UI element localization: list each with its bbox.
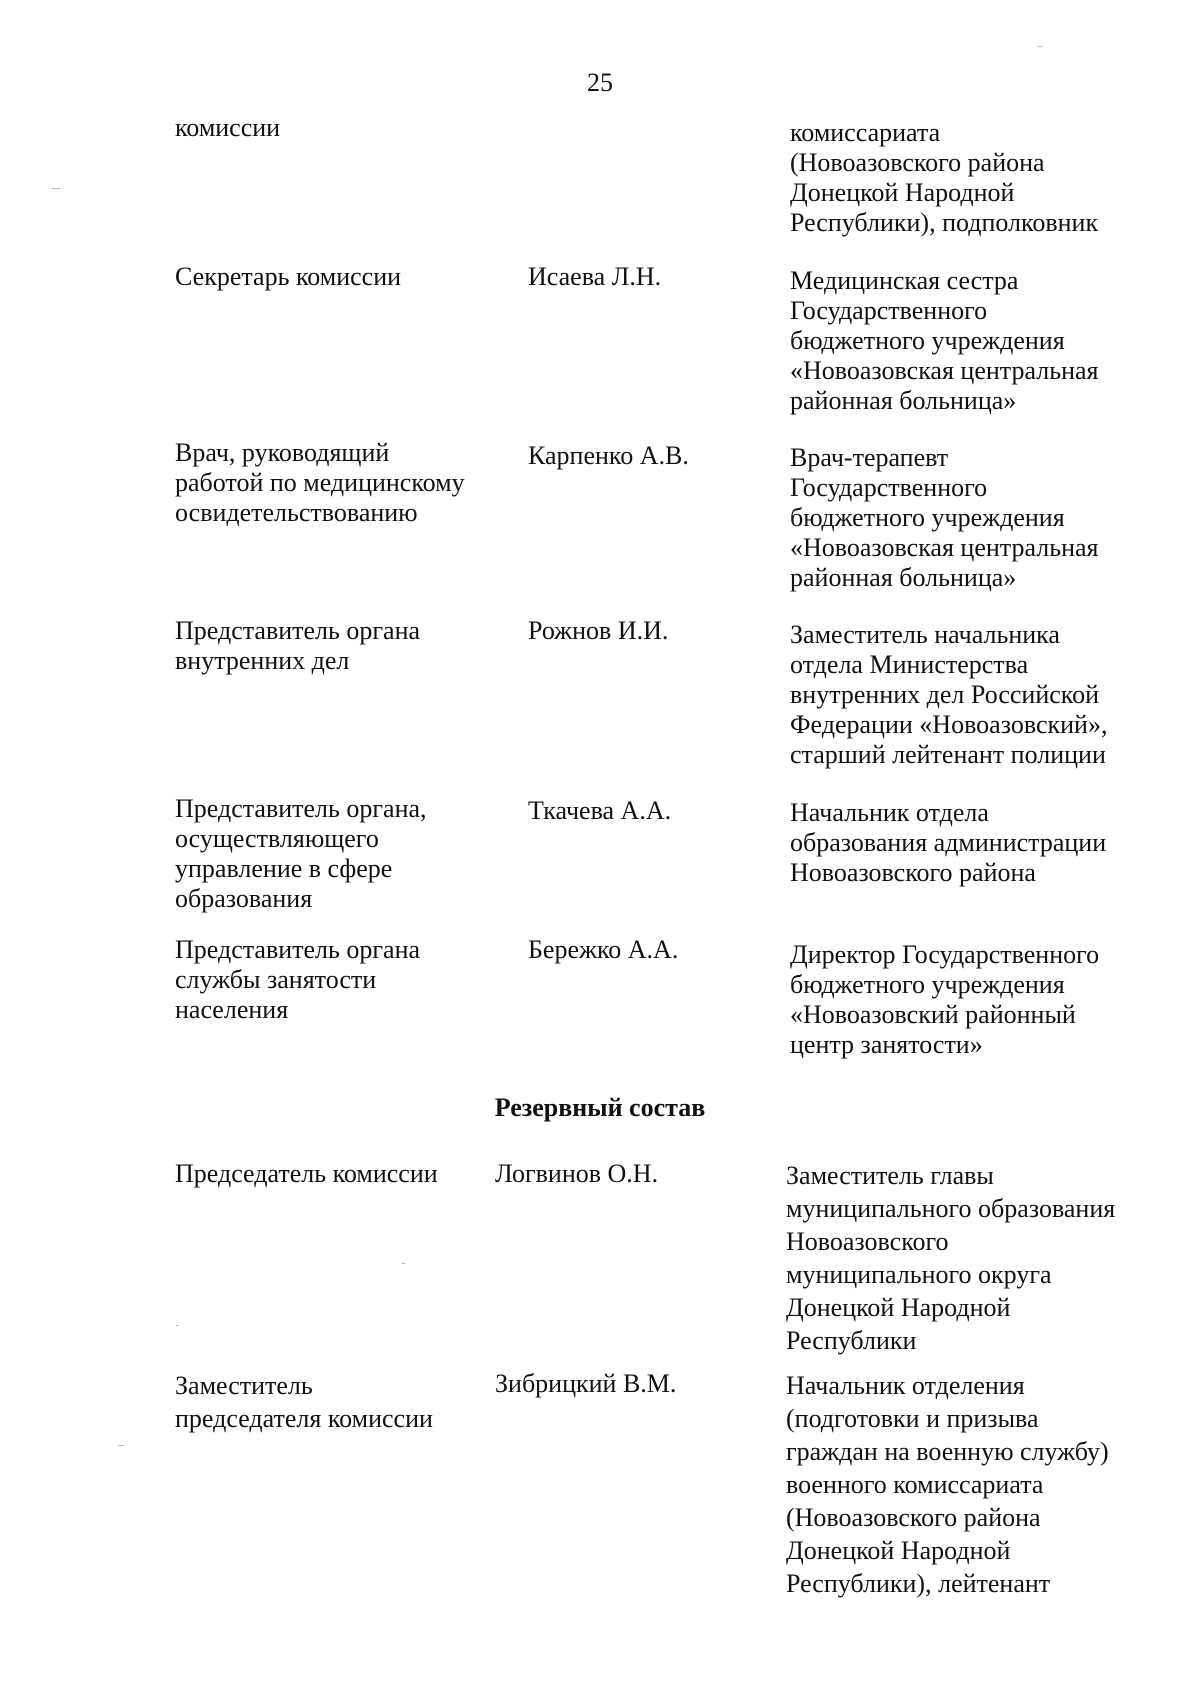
scan-speck — [402, 1263, 405, 1264]
row-1-description: комиссариата (Новоазовского района Донецкой Народной Республики), подполковник — [790, 118, 1099, 237]
row-3-position: Врач, руководящий работой по медицинскому освидетельствованию — [175, 438, 465, 527]
reserve-row-2-name: Зибрицкий В.М. — [495, 1369, 677, 1398]
row-4-name: Рожнов И.И. — [528, 616, 669, 645]
row-3-name: Карпенко А.В. — [528, 441, 689, 470]
page-number: 25 — [587, 68, 613, 97]
row-6-description: Директор Государственного бюджетного учреждения «Новоазовский районный центр занятости» — [790, 940, 1100, 1059]
row-6-name: Бережко А.А. — [528, 935, 679, 964]
row-1-position: комиссии — [175, 113, 281, 142]
row-4-description: Заместитель начальника отдела Министерства внутренних дел Российской Федерации «Новоазовский», старший лейтенант полиции — [790, 620, 1108, 769]
reserve-row-2-description: Начальник отделения (подготовки и призыва граждан на военную службу) военного комиссариата (Новоазовского района Донецкой Народной Республики), лейтенант — [786, 1371, 1109, 1598]
scan-speck — [1038, 46, 1042, 47]
row-6-position: Представитель органа службы занятости населения — [175, 935, 421, 1024]
scan-speck — [176, 1325, 179, 1326]
scan-speck — [52, 188, 60, 189]
row-5-position: Представитель органа, осуществляющего управление в сфере образования — [175, 794, 427, 913]
row-5-description: Начальник отдела образования администрации Новоазовского района — [790, 798, 1107, 887]
row-5-name: Ткачева А.А. — [528, 796, 672, 825]
reserve-row-2-position: Заместитель председателя комиссии — [175, 1371, 433, 1433]
reserve-row-1-description: Заместитель главы муниципального образования Новоазовского муниципального округа Донецкой Народной Республики — [786, 1161, 1116, 1355]
scan-speck — [118, 1445, 124, 1446]
row-3-description: Врач-терапевт Государственного бюджетного учреждения «Новоазовская центральная районная больница» — [790, 443, 1099, 592]
reserve-row-1-position: Председатель комиссии — [175, 1159, 438, 1188]
row-2-name: Исаева Л.Н. — [528, 262, 662, 291]
reserve-heading: Резервный состав — [494, 1093, 706, 1122]
row-4-position: Представитель органа внутренних дел — [175, 616, 421, 675]
row-2-description: Медицинская сестра Государственного бюджетного учреждения «Новоазовская центральная районная больница» — [790, 266, 1099, 415]
row-2-position: Секретарь комиссии — [175, 262, 402, 291]
reserve-row-1-name: Логвинов О.Н. — [495, 1159, 659, 1188]
